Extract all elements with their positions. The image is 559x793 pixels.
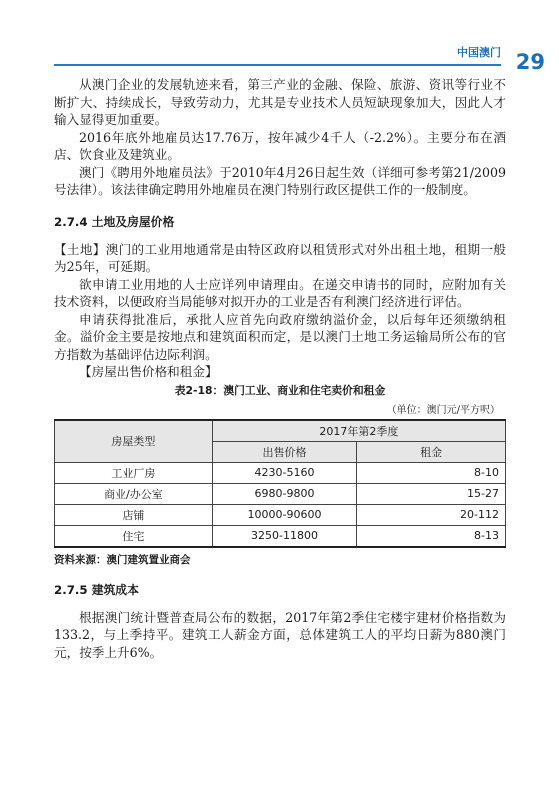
table-row [55, 504, 506, 525]
paragraph-employment-law: 澳门《聘用外地雇员法》于2010年4月26日起生效（详细可参考第21/2009号法律）。该法律确定聘用外地雇员在澳门特别行政区提供工作的一般制度。 [54, 164, 506, 197]
table-title: 表2-18：澳门工业、商业和住宅卖价和租金 [174, 383, 386, 397]
cell-sale: 3250-11800 [212, 525, 356, 547]
cell-sale: 10000-90600 [212, 504, 356, 525]
paragraph-foreign-employees: 2016年底外地雇员达17.76万，按年减少4千人（-2.2%）。主要分布在酒店、饮食业及建筑业。 [54, 129, 506, 162]
table-row [55, 483, 506, 504]
cell-type: 店铺 [55, 504, 213, 525]
cell-sale: 4230-5160 [212, 462, 356, 483]
cell-sale: 6980-9800 [212, 483, 356, 504]
cell-type: 工业厂房 [55, 462, 213, 483]
cell-rent: 15-27 [357, 483, 506, 504]
column-header-type: 房屋类型 [55, 420, 213, 463]
cell-rent: 8-10 [357, 462, 506, 483]
column-header-sale: 出售价格 [212, 441, 356, 462]
table-row [55, 462, 506, 483]
cell-type: 住宅 [55, 525, 213, 547]
column-header-rent: 租金 [357, 441, 506, 462]
table-row [55, 525, 506, 547]
table-unit: （单位：澳门元/平方呎） [386, 404, 500, 416]
paragraph-construction-cost: 根据澳门统计暨普查局公布的数据，2017年第2季住宅楼宇建材价格指数为133.2，与上季持平。建筑工人薪金方面，总体建筑工人的平均日薪为880澳门元，按季上升6%。 [54, 609, 506, 660]
column-header-period: 2017年第2季度 [212, 420, 505, 442]
cell-rent: 20-112 [357, 504, 506, 525]
section-header-title: 中国澳门 [457, 46, 501, 59]
paragraph-land-premium: 申请获得批准后，承批人应首先向政府缴纳溢价金，以后每年还须缴纳租金。溢价金主要是按地点和建筑面积而定，是以澳门土地工务运输局所公布的官方指数为基础评估边际利润。 [54, 311, 506, 362]
page-content [54, 76, 506, 661]
paragraph-industry-growth: 从澳门企业的发展轨迹来看，第三产业的金融、保险、旅游、资讯等行业不断扩大、持续成长，导致劳动力，尤其是专业技术人员短缺现象加大，因此人才输入显得更加重要。 [54, 77, 506, 127]
paragraph-land-application: 欲申请工业用地的人士应详列申请理由。在递交申请书的同时，应附加有关技术资料，以便政府当局能够对拟开办的工业是否有利澳门经济进行评估。 [54, 276, 506, 309]
paragraph-land: 【土地】澳门的工业用地通常是由特区政府以租赁形式对外出租土地，租期一般为25年，可延期。 [54, 241, 506, 274]
label-housing-prices: 【房屋出售价格和租金】 [79, 364, 218, 379]
table-source-note: 资料来源：澳门建筑置业商会 [54, 553, 191, 566]
cell-rent: 8-13 [357, 525, 506, 547]
page-number: 29 [515, 50, 545, 74]
header-rule [54, 64, 501, 66]
heading-land-housing-prices: 2.7.4 土地及房屋价格 [54, 214, 175, 229]
price-rent-table [54, 419, 506, 548]
cell-type: 商业/办公室 [55, 483, 213, 504]
heading-construction-cost: 2.7.5 建筑成本 [54, 582, 139, 597]
